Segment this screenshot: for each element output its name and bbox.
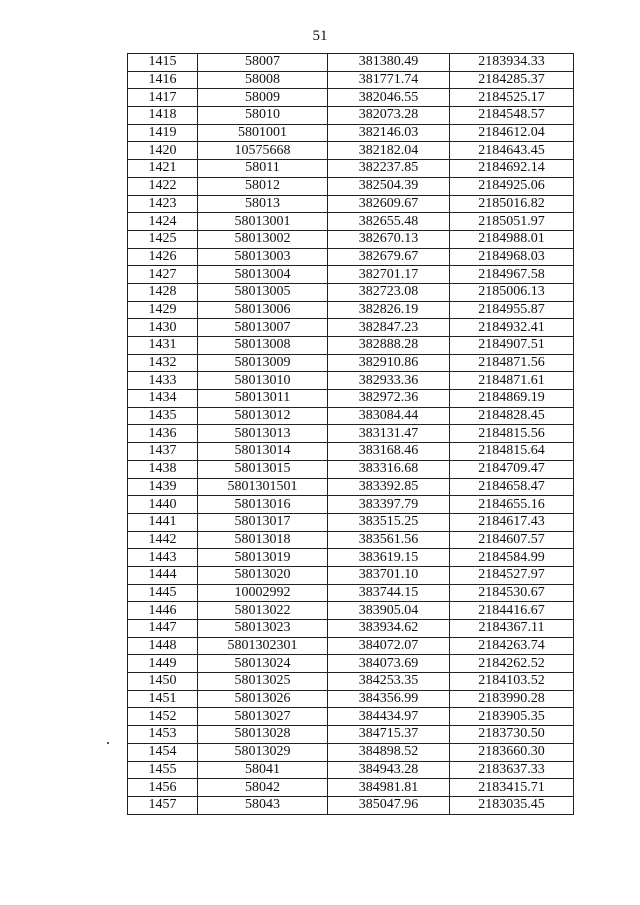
point-id-cell: 58010 (198, 107, 328, 125)
margin-mark (107, 742, 109, 744)
y-coordinate-cell: 2184655.16 (450, 496, 574, 514)
x-coordinate-cell: 382046.55 (328, 89, 450, 107)
table-row (128, 779, 574, 797)
point-number-cell: 1439 (128, 478, 198, 496)
x-coordinate-cell: 382609.67 (328, 195, 450, 213)
point-id-cell: 5801001 (198, 124, 328, 142)
y-coordinate-cell: 2184525.17 (450, 89, 574, 107)
table-row (128, 443, 574, 461)
page-number: 51 (312, 28, 328, 44)
table-row (128, 726, 574, 744)
y-coordinate-cell: 2184871.61 (450, 372, 574, 390)
table-row (128, 283, 574, 301)
point-number-cell: 1446 (128, 602, 198, 620)
table-row (128, 796, 574, 814)
point-id-cell: 58013026 (198, 690, 328, 708)
table-row (128, 107, 574, 125)
point-number-cell: 1417 (128, 89, 198, 107)
point-id-cell: 58013012 (198, 407, 328, 425)
y-coordinate-cell: 2183905.35 (450, 708, 574, 726)
point-number-cell: 1447 (128, 620, 198, 638)
point-number-cell: 1454 (128, 743, 198, 761)
point-number-cell: 1415 (128, 54, 198, 72)
table-row (128, 496, 574, 514)
table-row (128, 531, 574, 549)
x-coordinate-cell: 384715.37 (328, 726, 450, 744)
table-row (128, 266, 574, 284)
y-coordinate-cell: 2184607.57 (450, 531, 574, 549)
point-id-cell: 58013013 (198, 425, 328, 443)
point-number-cell: 1416 (128, 71, 198, 89)
table-row (128, 372, 574, 390)
y-coordinate-cell: 2184709.47 (450, 460, 574, 478)
point-number-cell: 1431 (128, 337, 198, 355)
y-coordinate-cell: 2184658.47 (450, 478, 574, 496)
y-coordinate-cell: 2184815.56 (450, 425, 574, 443)
x-coordinate-cell: 383392.85 (328, 478, 450, 496)
point-number-cell: 1442 (128, 531, 198, 549)
point-number-cell: 1435 (128, 407, 198, 425)
point-number-cell: 1443 (128, 549, 198, 567)
x-coordinate-cell: 382723.08 (328, 283, 450, 301)
x-coordinate-cell: 383701.10 (328, 566, 450, 584)
y-coordinate-cell: 2184955.87 (450, 301, 574, 319)
y-coordinate-cell: 2183934.33 (450, 54, 574, 72)
point-number-cell: 1430 (128, 319, 198, 337)
table-row (128, 637, 574, 655)
table-row (128, 124, 574, 142)
y-coordinate-cell: 2184643.45 (450, 142, 574, 160)
table-row (128, 213, 574, 231)
x-coordinate-cell: 382888.28 (328, 337, 450, 355)
x-coordinate-cell: 384943.28 (328, 761, 450, 779)
table-row (128, 301, 574, 319)
point-id-cell: 58013029 (198, 743, 328, 761)
point-id-cell: 58009 (198, 89, 328, 107)
point-number-cell: 1432 (128, 354, 198, 372)
x-coordinate-cell: 383515.25 (328, 513, 450, 531)
y-coordinate-cell: 2184103.52 (450, 673, 574, 691)
table-row (128, 195, 574, 213)
point-number-cell: 1419 (128, 124, 198, 142)
x-coordinate-cell: 383561.56 (328, 531, 450, 549)
point-number-cell: 1433 (128, 372, 198, 390)
point-id-cell: 58013006 (198, 301, 328, 319)
y-coordinate-cell: 2184262.52 (450, 655, 574, 673)
x-coordinate-cell: 383316.68 (328, 460, 450, 478)
point-id-cell: 10002992 (198, 584, 328, 602)
point-id-cell: 58013004 (198, 266, 328, 284)
y-coordinate-cell: 2184692.14 (450, 160, 574, 178)
x-coordinate-cell: 382910.86 (328, 354, 450, 372)
point-number-cell: 1425 (128, 230, 198, 248)
table-row (128, 425, 574, 443)
y-coordinate-cell: 2183990.28 (450, 690, 574, 708)
table-row (128, 478, 574, 496)
y-coordinate-cell: 2184530.67 (450, 584, 574, 602)
point-id-cell: 58013003 (198, 248, 328, 266)
point-id-cell: 58013014 (198, 443, 328, 461)
table-row (128, 71, 574, 89)
y-coordinate-cell: 2183637.33 (450, 761, 574, 779)
y-coordinate-cell: 2184932.41 (450, 319, 574, 337)
y-coordinate-cell: 2184617.43 (450, 513, 574, 531)
point-number-cell: 1448 (128, 637, 198, 655)
x-coordinate-cell: 384434.97 (328, 708, 450, 726)
point-number-cell: 1420 (128, 142, 198, 160)
x-coordinate-cell: 384981.81 (328, 779, 450, 797)
point-number-cell: 1421 (128, 160, 198, 178)
y-coordinate-cell: 2184828.45 (450, 407, 574, 425)
table-row (128, 708, 574, 726)
table-body (128, 54, 574, 815)
x-coordinate-cell: 382826.19 (328, 301, 450, 319)
point-number-cell: 1441 (128, 513, 198, 531)
point-number-cell: 1450 (128, 673, 198, 691)
table-row (128, 390, 574, 408)
point-id-cell: 58013028 (198, 726, 328, 744)
y-coordinate-cell: 2184285.37 (450, 71, 574, 89)
table-row (128, 584, 574, 602)
point-number-cell: 1453 (128, 726, 198, 744)
point-id-cell: 58013002 (198, 230, 328, 248)
point-id-cell: 58013018 (198, 531, 328, 549)
y-coordinate-cell: 2184925.06 (450, 177, 574, 195)
x-coordinate-cell: 384072.07 (328, 637, 450, 655)
y-coordinate-cell: 2185016.82 (450, 195, 574, 213)
y-coordinate-cell: 2184548.57 (450, 107, 574, 125)
point-id-cell: 58013005 (198, 283, 328, 301)
y-coordinate-cell: 2184967.58 (450, 266, 574, 284)
y-coordinate-cell: 2184988.01 (450, 230, 574, 248)
point-id-cell: 58013007 (198, 319, 328, 337)
x-coordinate-cell: 383619.15 (328, 549, 450, 567)
point-number-cell: 1452 (128, 708, 198, 726)
x-coordinate-cell: 385047.96 (328, 796, 450, 814)
point-id-cell: 58013020 (198, 566, 328, 584)
y-coordinate-cell: 2184263.74 (450, 637, 574, 655)
x-coordinate-cell: 382073.28 (328, 107, 450, 125)
point-id-cell: 58043 (198, 796, 328, 814)
table-row (128, 743, 574, 761)
x-coordinate-cell: 383084.44 (328, 407, 450, 425)
x-coordinate-cell: 383168.46 (328, 443, 450, 461)
table-row (128, 566, 574, 584)
point-id-cell: 58013001 (198, 213, 328, 231)
point-id-cell: 58013015 (198, 460, 328, 478)
y-coordinate-cell: 2184968.03 (450, 248, 574, 266)
point-number-cell: 1434 (128, 390, 198, 408)
table-row (128, 142, 574, 160)
point-id-cell: 58013009 (198, 354, 328, 372)
point-number-cell: 1423 (128, 195, 198, 213)
point-number-cell: 1418 (128, 107, 198, 125)
x-coordinate-cell: 383934.62 (328, 620, 450, 638)
x-coordinate-cell: 384356.99 (328, 690, 450, 708)
point-number-cell: 1440 (128, 496, 198, 514)
table-row (128, 673, 574, 691)
table-row (128, 460, 574, 478)
point-id-cell: 58012 (198, 177, 328, 195)
point-number-cell: 1451 (128, 690, 198, 708)
x-coordinate-cell: 383744.15 (328, 584, 450, 602)
table-row (128, 160, 574, 178)
point-number-cell: 1457 (128, 796, 198, 814)
x-coordinate-cell: 381380.49 (328, 54, 450, 72)
y-coordinate-cell: 2184584.99 (450, 549, 574, 567)
point-number-cell: 1438 (128, 460, 198, 478)
point-id-cell: 58013010 (198, 372, 328, 390)
point-id-cell: 58008 (198, 71, 328, 89)
table-row (128, 655, 574, 673)
table-row (128, 407, 574, 425)
y-coordinate-cell: 2185051.97 (450, 213, 574, 231)
point-id-cell: 58013019 (198, 549, 328, 567)
point-number-cell: 1444 (128, 566, 198, 584)
table-row (128, 690, 574, 708)
point-id-cell: 58041 (198, 761, 328, 779)
point-id-cell: 58013008 (198, 337, 328, 355)
table-row (128, 248, 574, 266)
point-id-cell: 58013017 (198, 513, 328, 531)
x-coordinate-cell: 381771.74 (328, 71, 450, 89)
x-coordinate-cell: 384898.52 (328, 743, 450, 761)
point-number-cell: 1424 (128, 213, 198, 231)
x-coordinate-cell: 382972.36 (328, 390, 450, 408)
x-coordinate-cell: 383131.47 (328, 425, 450, 443)
point-id-cell: 58013011 (198, 390, 328, 408)
point-id-cell: 58013024 (198, 655, 328, 673)
y-coordinate-cell: 2184416.67 (450, 602, 574, 620)
x-coordinate-cell: 382182.04 (328, 142, 450, 160)
point-number-cell: 1422 (128, 177, 198, 195)
point-id-cell: 58013027 (198, 708, 328, 726)
point-id-cell: 58013016 (198, 496, 328, 514)
point-id-cell: 58013023 (198, 620, 328, 638)
y-coordinate-cell: 2183730.50 (450, 726, 574, 744)
y-coordinate-cell: 2183660.30 (450, 743, 574, 761)
y-coordinate-cell: 2184367.11 (450, 620, 574, 638)
point-number-cell: 1427 (128, 266, 198, 284)
point-number-cell: 1445 (128, 584, 198, 602)
table-row (128, 54, 574, 72)
x-coordinate-cell: 384073.69 (328, 655, 450, 673)
y-coordinate-cell: 2184907.51 (450, 337, 574, 355)
point-number-cell: 1437 (128, 443, 198, 461)
y-coordinate-cell: 2184815.64 (450, 443, 574, 461)
point-number-cell: 1436 (128, 425, 198, 443)
x-coordinate-cell: 382237.85 (328, 160, 450, 178)
point-id-cell: 58007 (198, 54, 328, 72)
point-number-cell: 1428 (128, 283, 198, 301)
table-row (128, 177, 574, 195)
point-number-cell: 1426 (128, 248, 198, 266)
point-id-cell: 58013 (198, 195, 328, 213)
x-coordinate-cell: 382504.39 (328, 177, 450, 195)
x-coordinate-cell: 382679.67 (328, 248, 450, 266)
point-id-cell: 58042 (198, 779, 328, 797)
y-coordinate-cell: 2184612.04 (450, 124, 574, 142)
point-number-cell: 1429 (128, 301, 198, 319)
table-row (128, 513, 574, 531)
table-row (128, 761, 574, 779)
point-number-cell: 1455 (128, 761, 198, 779)
table-row (128, 354, 574, 372)
x-coordinate-cell: 382146.03 (328, 124, 450, 142)
x-coordinate-cell: 382670.13 (328, 230, 450, 248)
table-row (128, 319, 574, 337)
y-coordinate-cell: 2184871.56 (450, 354, 574, 372)
table-row (128, 230, 574, 248)
x-coordinate-cell: 382655.48 (328, 213, 450, 231)
x-coordinate-cell: 383905.04 (328, 602, 450, 620)
coordinates-table (127, 53, 574, 815)
point-id-cell: 10575668 (198, 142, 328, 160)
x-coordinate-cell: 382847.23 (328, 319, 450, 337)
y-coordinate-cell: 2184527.97 (450, 566, 574, 584)
point-number-cell: 1456 (128, 779, 198, 797)
y-coordinate-cell: 2184869.19 (450, 390, 574, 408)
table-row (128, 549, 574, 567)
y-coordinate-cell: 2183035.45 (450, 796, 574, 814)
x-coordinate-cell: 382701.17 (328, 266, 450, 284)
point-id-cell: 58013022 (198, 602, 328, 620)
point-id-cell: 5801301501 (198, 478, 328, 496)
x-coordinate-cell: 384253.35 (328, 673, 450, 691)
point-id-cell: 58011 (198, 160, 328, 178)
y-coordinate-cell: 2183415.71 (450, 779, 574, 797)
table-row (128, 89, 574, 107)
point-id-cell: 58013025 (198, 673, 328, 691)
table-row (128, 602, 574, 620)
y-coordinate-cell: 2185006.13 (450, 283, 574, 301)
table-row (128, 620, 574, 638)
table-row (128, 337, 574, 355)
point-number-cell: 1449 (128, 655, 198, 673)
point-id-cell: 5801302301 (198, 637, 328, 655)
x-coordinate-cell: 382933.36 (328, 372, 450, 390)
x-coordinate-cell: 383397.79 (328, 496, 450, 514)
